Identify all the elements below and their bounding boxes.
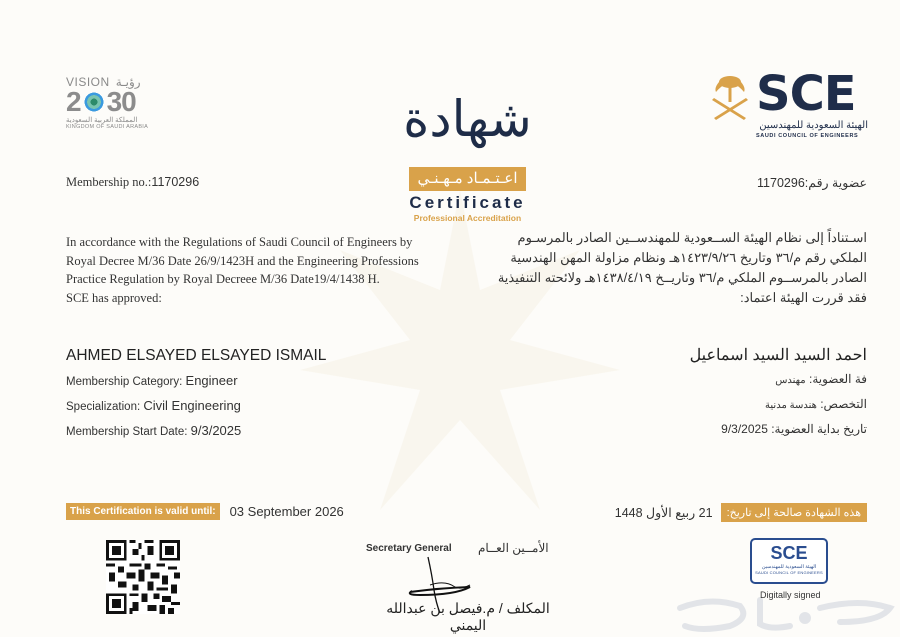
professional-accreditation-subtitle: Professional Accreditation — [413, 213, 522, 223]
member-details-ar — [690, 345, 867, 447]
signatory-name: المكلف / م.فيصل بن عبدالله اليمني — [386, 600, 550, 633]
category-label: Membership Category: — [66, 376, 186, 388]
start-date-row — [66, 423, 326, 448]
palm-swords-emblem-icon — [712, 74, 748, 120]
calligraphy-title: شهادة — [403, 90, 532, 148]
specialization-value: Civil Engineering — [143, 398, 241, 413]
membership-number: 1170296 — [151, 175, 200, 189]
year-digit: 2 — [66, 86, 81, 117]
country-name-en: KINGDOM OF SAUDI ARABIA — [66, 124, 149, 130]
paragraph-line-ar: اسـتناداً إلى نظام الهيئة الســعودية للمهندســين الصادر بالمرسـوم — [517, 230, 867, 245]
member-details-en — [66, 347, 326, 448]
paragraph-line-ar: فقد قررت الهيئة اعتماد: — [740, 290, 867, 305]
specialization-row — [66, 398, 326, 423]
start-date-value: 9/3/2025 — [190, 423, 242, 438]
sce-logo — [712, 66, 872, 145]
category-row — [66, 373, 326, 398]
start-date-label-ar: تاريخ بداية العضوية: — [767, 422, 867, 436]
qr-code[interactable] — [106, 540, 180, 614]
paragraph-line-ar: الملكي رقم م/٣٦ وتاريخ ١٤٢٣/٩/٢٦هـ ونظام مزاولة المهن الهندسية — [510, 250, 867, 265]
category-row-ar — [690, 372, 867, 397]
validity-en — [66, 503, 344, 520]
validity-badge-ar: هذه الشهادة صالحة إلى تاريخ: — [721, 503, 867, 522]
paragraph-line-ar: الصادر بالمرســوم الملكي م/٣٦ وتاريــخ ١٤٣٨/٤/١٩هـ ولائحته التنفيذية — [497, 270, 867, 285]
paragraph-line: SCE has approved: — [66, 290, 162, 305]
vision-2030-logo — [66, 75, 161, 135]
vision-text: VISION — [66, 75, 110, 89]
start-date-value-ar: 9/3/2025 — [721, 422, 768, 436]
stamp-name-ar: الهيئة السعودية للمهندسين — [761, 564, 817, 570]
vision-text-ar: رؤيـة — [115, 75, 141, 89]
category-value-ar: مهندس — [775, 375, 806, 386]
sce-letters: SCE — [756, 66, 856, 122]
stamp-letters: SCE — [770, 543, 808, 563]
regulation-paragraph-en — [66, 233, 446, 307]
validity-date: 03 September 2026 — [229, 504, 344, 519]
regulation-paragraph-ar — [492, 228, 867, 308]
membership-label-ar: عضوية رقم: — [804, 176, 867, 190]
membership-number-value-ar: 1170296 — [757, 176, 805, 190]
paragraph-line: Royal Decree M/36 Date 26/9/1423H and the Engineering Professions — [66, 253, 419, 268]
secretary-general-title-ar: الأمــين العــام — [478, 541, 549, 555]
stamp-name-en: SAUDI COUNCIL OF ENGINEERS — [755, 570, 823, 575]
year-digits: 30 — [106, 86, 136, 117]
specialization-label-ar: التخصص: — [816, 397, 867, 411]
member-name: AHMED ELSAYED ELSAYED ISMAIL — [66, 347, 327, 364]
validity-date-ar: 21 ربيع الأول 1448 — [614, 506, 713, 520]
secretary-general-title: Secretary General — [366, 543, 452, 554]
certificate-title: Certificate — [409, 193, 526, 212]
membership-number-ar — [757, 175, 867, 190]
membership-number-en — [66, 175, 199, 190]
validity-ar — [615, 503, 867, 522]
country-name-ar: المملكة العربية السعودية — [66, 117, 138, 124]
specialization-value-ar: هندسة مدنية — [765, 400, 817, 411]
digitally-signed-label: Digitally signed — [760, 590, 821, 600]
accreditation-banner-ar: اعـتـمـاد مـهـنـي — [409, 167, 525, 191]
specialization-row-ar — [690, 397, 867, 422]
start-date-label: Membership Start Date: — [66, 426, 191, 438]
vision-emblem-icon — [82, 90, 106, 114]
sce-name-en: SAUDI COUNCIL OF ENGINEERS — [756, 133, 859, 139]
certificate-heading — [395, 75, 540, 223]
watermark-emblem-icon — [280, 170, 640, 550]
validity-badge: This Certification is valid until: — [66, 503, 220, 520]
membership-label: Membership no.: — [66, 175, 152, 189]
member-name-ar: احمد السيد السيد اسماعيل — [689, 347, 867, 364]
sce-name-ar: الهيئة السعودية للمهندسين — [759, 120, 868, 131]
start-date-row-ar — [690, 422, 867, 447]
category-label-ar: فة العضوية: — [805, 372, 867, 386]
specialization-label: Specialization: — [66, 401, 144, 413]
digital-stamp — [750, 538, 828, 584]
paragraph-line: Practice Regulation by Royal Decreee M/36 Date19/4/1438 H. — [66, 272, 380, 286]
category-value: Engineer — [185, 373, 238, 388]
paragraph-line: In accordance with the Regulations of Saudi Council of Engineers by — [66, 235, 413, 249]
